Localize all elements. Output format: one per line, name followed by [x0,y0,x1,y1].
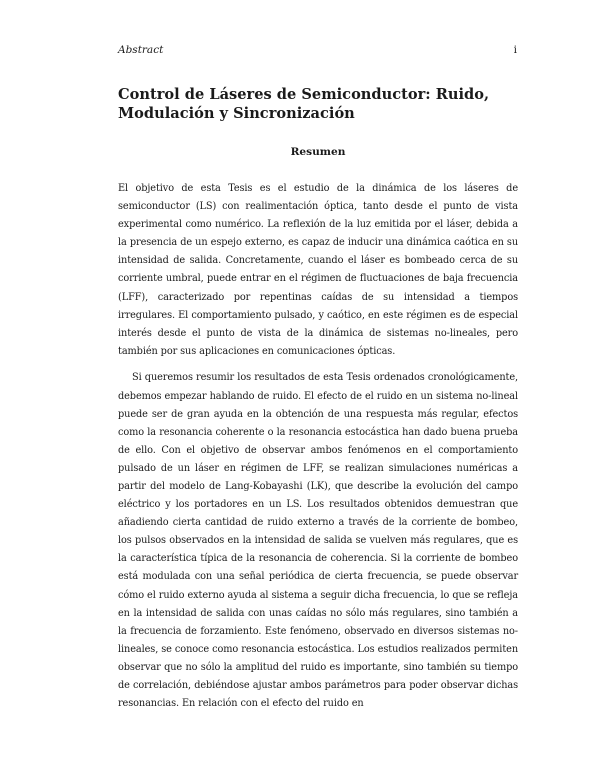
section-heading: Resumen [290,146,346,158]
page-number: i [513,44,517,56]
paragraph: Si queremos resumir los resultados de esta Tesis ordenados cronológicamente, debemos empezar hablando de ruido. El efecto de el ruido en un sistema no-lineal puede ser de gran ayuda en la obtención de una respuesta más regular, efectos como la resonancia coherente o la resonancia estocástica han dado buena prueba de ello. Con el objetivo de observar ambos fenómenos en el comportamiento pulsado de un láser en régimen de LFF, se realizan simulaciones numéricas a partir del modelo de Lang-Kobayashi (LK), que describe la evolución del campo eléctrico y los portadores en un LS. Los resultados obtenidos demuestran que añadiendo cierta cantidad de ruido externo a través de la corriente de bombeo, los pulsos observados en la intensidad de salida se vuelven más regulares, que es la característica típica de la resonancia de coherencia. Si la corriente de bombeo está modulada con una señal periódica de cierta frecuencia, se puede observar cómo el ruido externo ayuda al sistema a seguir dicha frecuencia, lo que se refleja en la intensidad de salida con unas caídas no sólo más regulares, sino también a la frecuencia de forzamiento. Este fenómeno, observado en diversos sistemas no-lineales, se conoce como resonancia estocástica. Los estudios realizados permiten observar que no sólo la amplitud del ruido es importante, sino también su tiempo de correlación, debiéndose ajustar ambos parámetros para poder observar dichas resonancias. En relación con el efecto del ruido en [118,372,518,710]
running-head-label: Abstract [118,44,164,56]
running-head [118,44,517,56]
abstract-body [118,180,518,713]
paragraph: El objetivo de esta Tesis es el estudio de la dinámica de los láseres de semiconductor (LS) con realimentación óptica, tanto desde el punto de vista experimental como numérico. La reflexión de la luz emitida por el láser, debida a la presencia de un espejo externo, es capaz de inducir una dinámica caótica en su intensidad de salida. Concretamente, cuando el láser es bombeado cerca de su corriente umbral, puede entrar en el régimen de fluctuaciones de baja frecuencia (LFF), caracterizado por repentinas caídas de su intensidad a tiempos irregulares. El comportamiento pulsado, y caótico, en este régimen es de especial interés desde el punto de vista de la dinámica de sistemas no-lineales, pero también por sus aplicaciones en comunicaciones ópticas. [118,183,518,357]
thesis-title: Control de Láseres de Semiconductor: Ruido, Modulación y Sincronización [118,86,490,122]
